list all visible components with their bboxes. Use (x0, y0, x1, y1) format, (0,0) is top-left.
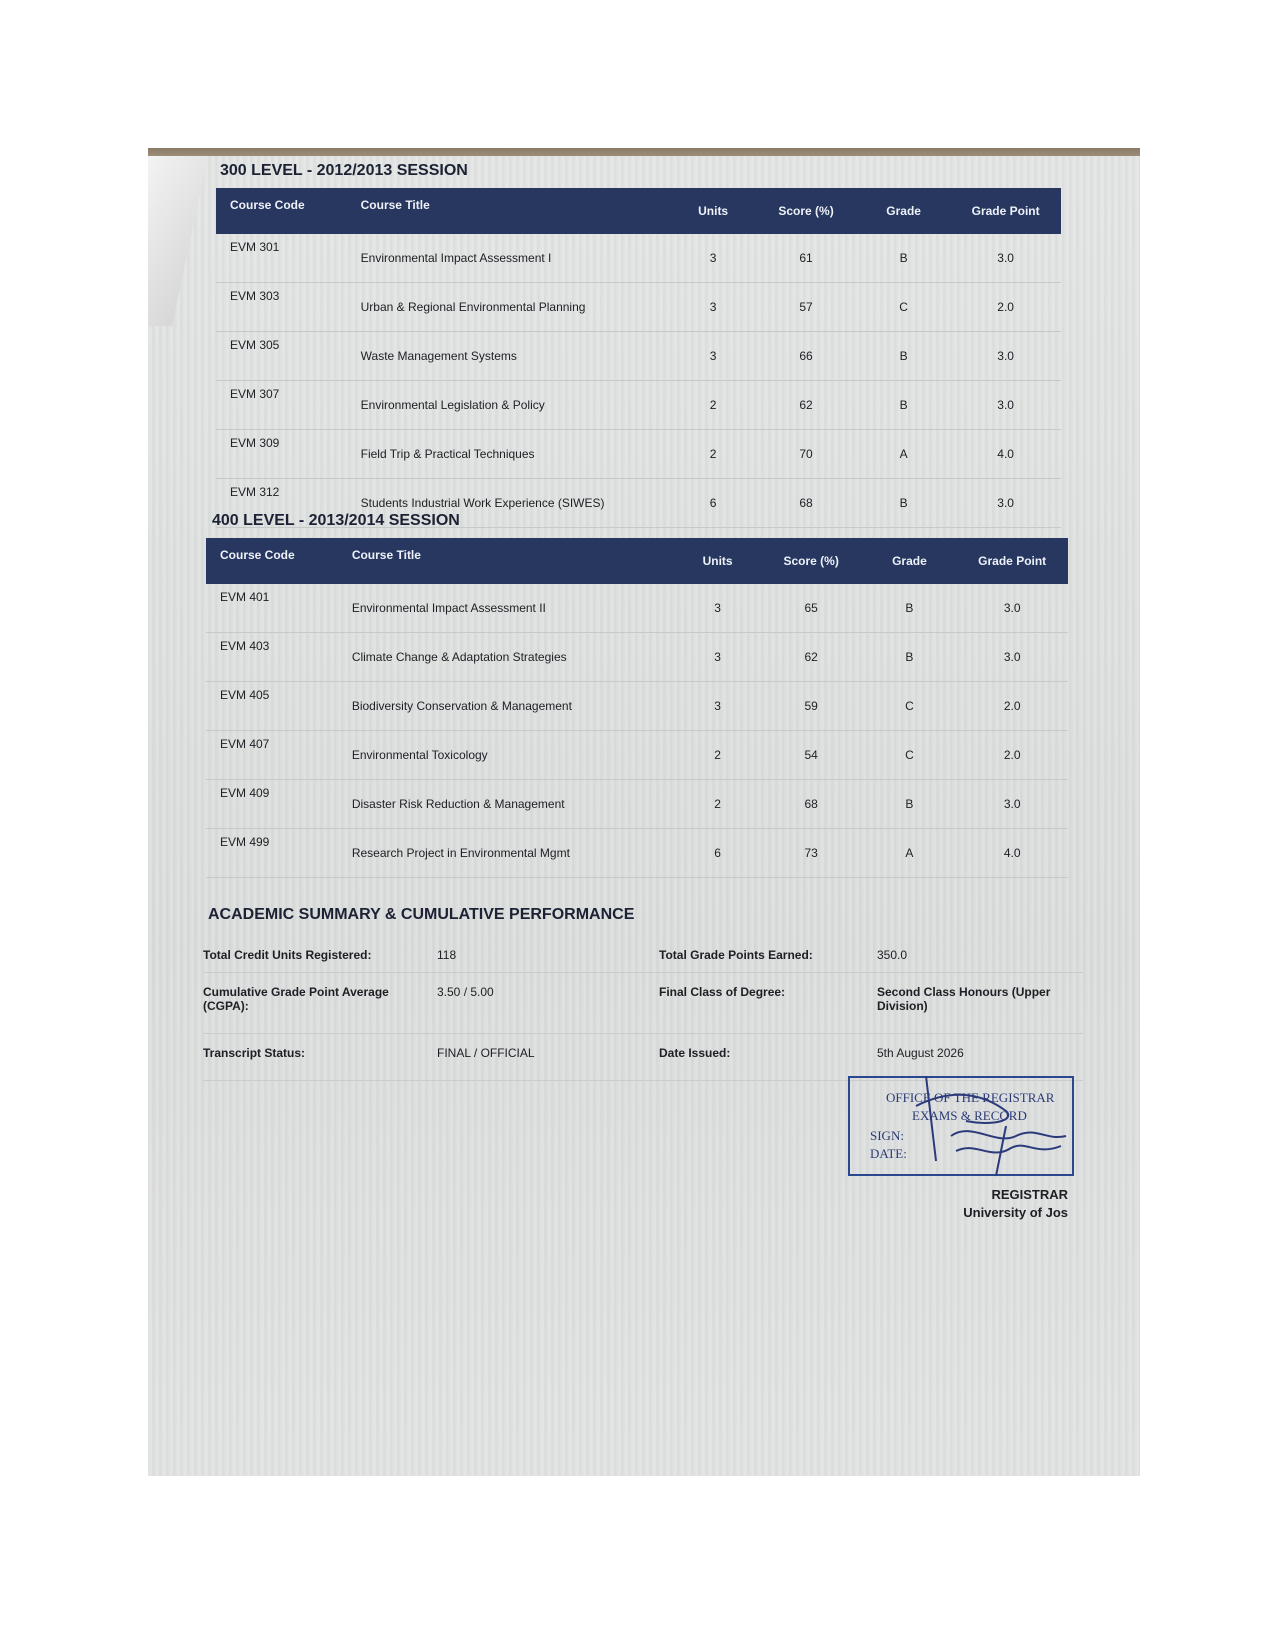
grade: C (857, 283, 950, 332)
course-title: Urban & Regional Environmental Planning (347, 283, 671, 332)
table-row (206, 633, 1068, 682)
registrar-institution: University of Jos (963, 1205, 1068, 1220)
units: 3 (671, 234, 755, 283)
header-grade: Grade (857, 188, 950, 234)
course-title: Students Industrial Work Experience (SIWES) (347, 479, 671, 528)
grade: B (862, 780, 956, 829)
score: 68 (760, 780, 863, 829)
score: 54 (760, 731, 863, 780)
score: 62 (755, 381, 857, 430)
course-title: Waste Management Systems (347, 332, 671, 381)
table-row (216, 332, 1061, 381)
units: 3 (671, 283, 755, 332)
units: 3 (675, 682, 760, 731)
score: 70 (755, 430, 857, 479)
course-title: Environmental Toxicology (338, 731, 676, 780)
header-course-code: Course Code (206, 538, 338, 584)
score: 57 (755, 283, 857, 332)
course-title: Research Project in Environmental Mgmt (338, 829, 676, 878)
table-row (206, 829, 1068, 878)
grade-point: 3.0 (956, 780, 1068, 829)
table-row (216, 430, 1061, 479)
grade: B (862, 633, 956, 682)
header-score: Score (%) (760, 538, 863, 584)
paper-fold (148, 156, 208, 326)
course-title: Field Trip & Practical Techniques (347, 430, 671, 479)
table-header-row (206, 538, 1068, 584)
table-row (216, 381, 1061, 430)
stamp-sign-label: SIGN: (870, 1128, 904, 1143)
summary-label: Total Credit Units Registered: (203, 948, 372, 962)
course-code: EVM 401 (206, 584, 338, 633)
units: 2 (675, 731, 760, 780)
registrar-signatory (888, 1186, 1068, 1222)
score: 61 (755, 234, 857, 283)
grade: B (857, 234, 950, 283)
table-row (216, 234, 1061, 283)
score: 73 (760, 829, 863, 878)
grade-point: 2.0 (956, 682, 1068, 731)
units: 3 (675, 633, 760, 682)
course-code: EVM 301 (216, 234, 347, 283)
transcript-photo (148, 148, 1140, 1476)
score: 62 (760, 633, 863, 682)
course-title: Environmental Legislation & Policy (347, 381, 671, 430)
course-code: EVM 307 (216, 381, 347, 430)
grade: B (857, 479, 950, 528)
summary-value: 5th August 2026 (877, 1046, 964, 1060)
grade-point: 3.0 (956, 633, 1068, 682)
summary-row (203, 973, 1083, 1034)
summary-label: Transcript Status: (203, 1046, 306, 1060)
handwritten-signature (896, 1066, 1076, 1186)
summary-row (203, 936, 1083, 973)
grade-point: 4.0 (956, 829, 1068, 878)
grade-point: 3.0 (956, 584, 1068, 633)
grade-point: 2.0 (956, 731, 1068, 780)
score: 65 (760, 584, 863, 633)
header-grade: Grade (862, 538, 956, 584)
summary-table (203, 936, 1083, 1081)
course-title: Environmental Impact Assessment I (347, 234, 671, 283)
summary-label: Final Class of Degree: (659, 985, 786, 999)
grade-point: 3.0 (950, 479, 1061, 528)
course-code: EVM 409 (206, 780, 338, 829)
summary-value: 3.50 / 5.00 (437, 985, 494, 999)
course-code: EVM 309 (216, 430, 347, 479)
grade: C (862, 731, 956, 780)
score: 66 (755, 332, 857, 381)
stamp-date-label: DATE: (870, 1146, 907, 1161)
stamp-office: OFFICE OF THE REGISTRAR (886, 1090, 1055, 1105)
grade-point: 3.0 (950, 381, 1061, 430)
level-400-table (206, 538, 1068, 878)
grade-point: 2.0 (950, 283, 1061, 332)
header-course-code: Course Code (216, 188, 347, 234)
summary-value: Second Class Honours (Upper Division) (877, 985, 1051, 1013)
registrar-title: REGISTRAR (991, 1187, 1068, 1202)
level-300-table (216, 188, 1061, 528)
course-code: EVM 407 (206, 731, 338, 780)
summary-label: Total Grade Points Earned: (659, 948, 813, 962)
summary-label: Date Issued: (659, 1046, 731, 1060)
summary-value: 118 (437, 948, 457, 962)
units: 2 (671, 430, 755, 479)
units: 3 (675, 584, 760, 633)
header-course-title: Course Title (347, 188, 671, 234)
grade-point: 3.0 (950, 332, 1061, 381)
summary-label: Cumulative Grade Point Average (CGPA): (203, 985, 389, 1013)
grade: B (857, 381, 950, 430)
grade: C (862, 682, 956, 731)
header-units: Units (675, 538, 760, 584)
course-code: EVM 403 (206, 633, 338, 682)
header-course-title: Course Title (338, 538, 676, 584)
course-title: Environmental Impact Assessment II (338, 584, 676, 633)
course-code: EVM 405 (206, 682, 338, 731)
units: 6 (671, 479, 755, 528)
grade: B (862, 584, 956, 633)
units: 2 (671, 381, 755, 430)
table-row (206, 584, 1068, 633)
header-grade-point: Grade Point (950, 188, 1061, 234)
course-code: EVM 312 (216, 479, 347, 528)
grade: B (857, 332, 950, 381)
header-score: Score (%) (755, 188, 857, 234)
level-400-title: 400 LEVEL - 2013/2014 SESSION (212, 512, 460, 529)
course-title: Biodiversity Conservation & Management (338, 682, 676, 731)
transcript-sheet (148, 156, 1140, 1476)
grade-point: 3.0 (950, 234, 1061, 283)
header-units: Units (671, 188, 755, 234)
units: 6 (675, 829, 760, 878)
grade: A (857, 430, 950, 479)
table-row (216, 283, 1061, 332)
summary-title: ACADEMIC SUMMARY & CUMULATIVE PERFORMANCE (208, 906, 635, 923)
level-300-title: 300 LEVEL - 2012/2013 SESSION (220, 162, 468, 179)
score: 68 (755, 479, 857, 528)
table-header-row (216, 188, 1061, 234)
summary-value: 350.0 (877, 948, 908, 962)
grade: A (862, 829, 956, 878)
course-code: EVM 303 (216, 283, 347, 332)
grade-point: 4.0 (950, 430, 1061, 479)
table-row (206, 780, 1068, 829)
summary-value: FINAL / OFFICIAL (437, 1046, 535, 1060)
table-row (206, 682, 1068, 731)
course-title: Climate Change & Adaptation Strategies (338, 633, 676, 682)
score: 59 (760, 682, 863, 731)
course-code: EVM 499 (206, 829, 338, 878)
units: 2 (675, 780, 760, 829)
course-code: EVM 305 (216, 332, 347, 381)
units: 3 (671, 332, 755, 381)
course-title: Disaster Risk Reduction & Management (338, 780, 676, 829)
header-grade-point: Grade Point (956, 538, 1068, 584)
table-row (206, 731, 1068, 780)
stamp-department: EXAMS & RECORD (912, 1108, 1027, 1123)
